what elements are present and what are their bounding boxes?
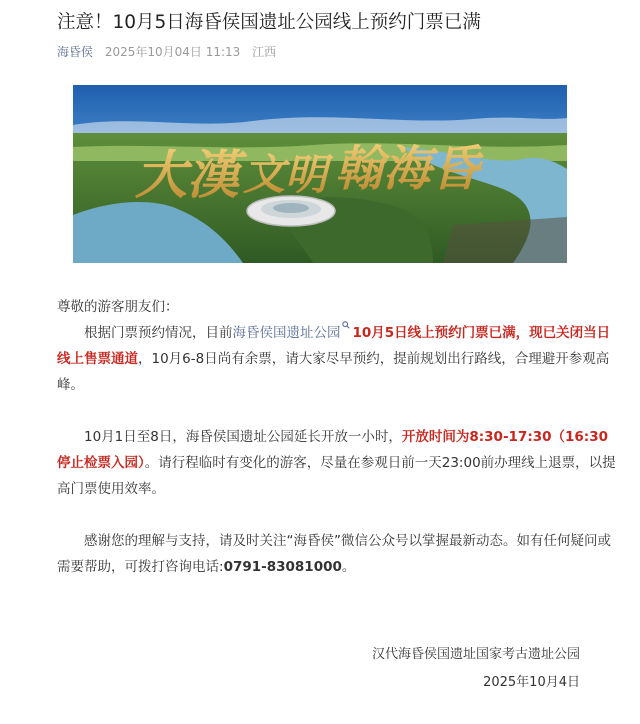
p1-highlight: 10月5日线上预约门票已满，现已关闭当日线上售票通道 bbox=[57, 325, 611, 367]
p3-text-tail: 。 bbox=[341, 559, 356, 575]
signature-org: 汉代海昏侯国遗址国家考古遗址公园 bbox=[371, 647, 580, 662]
hero-image bbox=[73, 85, 567, 263]
p1-text: 根据门票预约情况，目前 bbox=[84, 325, 233, 341]
p1-text-tail: ，10月6-8日尚有余票，请大家尽早预约，提前规划出行路线，合理避开参观高峰。 bbox=[57, 351, 610, 393]
phone-number[interactable]: 0791-83081000 bbox=[223, 559, 342, 575]
paragraph-2 bbox=[57, 424, 617, 502]
hero-calligraphy-2: 文明 bbox=[243, 150, 328, 199]
search-icon[interactable] bbox=[342, 321, 350, 329]
article-title: 注意！10月5日海昏侯国遗址公园线上预约门票已满 bbox=[57, 12, 481, 33]
publish-date: 2025年10月04日 11:13 bbox=[104, 45, 241, 59]
p2-highlight: 开放时间为8:30-17:30（16:30停止检票入园） bbox=[57, 429, 608, 471]
publish-location: 江西 bbox=[252, 45, 277, 59]
hero-calligraphy-3: 翰海昏 bbox=[335, 141, 480, 197]
p3-text: 感谢您的理解与支持，请及时关注“海昏侯”微信公众号以掌握最新动态。如有任何疑问或需要帮助，可拨打咨询电话: bbox=[57, 533, 611, 575]
paragraph-gap bbox=[57, 398, 617, 424]
account-name-link[interactable]: 海昏侯 bbox=[57, 45, 94, 59]
park-link[interactable]: 海昏侯国遗址公园 bbox=[232, 325, 341, 341]
article-body bbox=[57, 294, 617, 580]
paragraph-gap bbox=[57, 502, 617, 528]
signature-date: 2025年10月4日 bbox=[483, 675, 580, 690]
paragraph-1 bbox=[57, 320, 617, 398]
p2-text: 10月1日至8日，海昏侯国遗址公园延长开放一小时， bbox=[84, 429, 402, 445]
article-meta bbox=[57, 44, 276, 60]
greeting: 尊敬的游客朋友们： bbox=[57, 299, 179, 315]
paragraph-3 bbox=[57, 528, 617, 580]
hero-calligraphy-1: 大漢 bbox=[135, 145, 240, 206]
p2-text-tail: 。请行程临时有变化的游客，尽量在参观日前一天23:00前办理线上退票，以提高门票使用效率。 bbox=[57, 455, 616, 497]
